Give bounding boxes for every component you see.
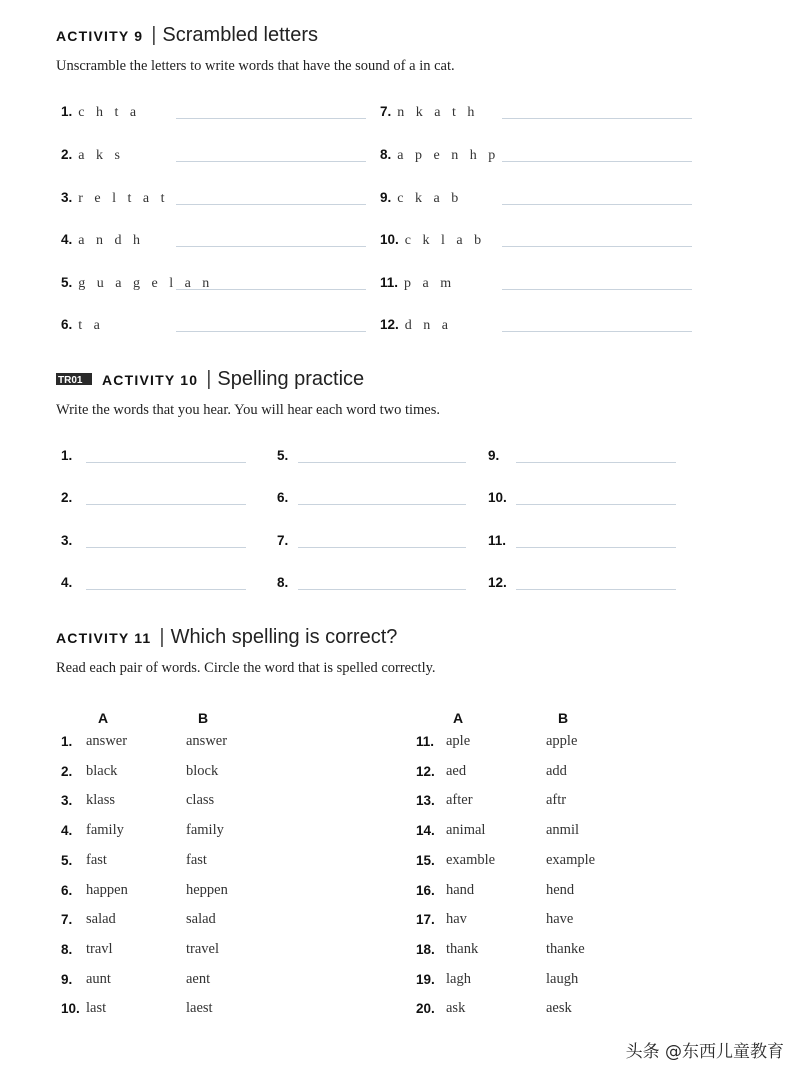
answer-line[interactable] — [176, 118, 366, 119]
word-option-a[interactable]: aunt — [86, 971, 111, 987]
activity-11-instructions: Read each pair of words. Circle the word that is spelled correctly. — [56, 660, 436, 676]
word-option-b[interactable]: heppen — [186, 882, 228, 898]
item-number: 1. — [61, 104, 73, 119]
answer-line[interactable] — [502, 204, 692, 205]
item-number: 9. — [61, 972, 73, 987]
answer-line[interactable] — [516, 547, 676, 548]
answer-line[interactable] — [502, 161, 692, 162]
answer-line[interactable] — [502, 246, 692, 247]
item-number: 9. — [380, 190, 392, 205]
item-number: 8. — [380, 147, 392, 162]
scrambled-letters: t a — [78, 318, 104, 333]
scramble-item — [61, 147, 124, 164]
column-b-header: B — [558, 710, 569, 726]
word-option-b[interactable]: laest — [186, 1000, 213, 1016]
word-option-a[interactable]: klass — [86, 792, 115, 808]
activity-10-heading — [56, 368, 364, 391]
item-number: 4. — [61, 575, 73, 590]
scrambled-letters: r e l t a t — [78, 191, 169, 206]
item-number: 8. — [277, 575, 289, 590]
answer-line[interactable] — [176, 204, 366, 205]
activity-label: ACTIVITY 11 — [56, 630, 152, 646]
word-option-a[interactable]: answer — [86, 733, 128, 749]
scramble-item — [61, 104, 140, 121]
answer-line[interactable] — [86, 589, 246, 590]
item-number: 1. — [61, 448, 73, 463]
answer-line[interactable] — [516, 462, 676, 463]
word-option-a[interactable]: family — [86, 822, 124, 838]
item-number: 2. — [61, 490, 73, 505]
title-separator: | — [151, 24, 157, 46]
item-number: 4. — [61, 232, 73, 247]
activity-9-heading — [56, 24, 318, 47]
answer-line[interactable] — [86, 504, 246, 505]
item-number: 17. — [416, 912, 435, 927]
word-option-b[interactable]: fast — [186, 852, 207, 868]
word-option-b[interactable]: aent — [186, 971, 211, 987]
answer-line[interactable] — [176, 246, 366, 247]
column-a-header: A — [453, 710, 464, 726]
answer-line[interactable] — [298, 462, 466, 463]
item-number: 2. — [61, 147, 73, 162]
item-number: 10. — [380, 232, 399, 247]
item-number: 12. — [488, 575, 507, 590]
item-number: 13. — [416, 793, 435, 808]
answer-line[interactable] — [516, 589, 676, 590]
scramble-item — [61, 232, 144, 249]
item-number: 12. — [380, 317, 399, 332]
answer-line[interactable] — [502, 331, 692, 332]
scrambled-letters: a k s — [78, 148, 124, 163]
word-option-b[interactable]: add — [546, 763, 567, 779]
scrambled-letters: d n a — [404, 318, 452, 333]
scrambled-letters: g u a g e l a n — [78, 276, 214, 291]
word-option-a[interactable]: after — [446, 792, 473, 808]
item-number: 12. — [416, 764, 435, 779]
scramble-item — [380, 317, 452, 334]
item-number: 10. — [61, 1001, 80, 1016]
word-option-a[interactable]: thank — [446, 941, 479, 957]
item-number: 7. — [380, 104, 392, 119]
scrambled-letters: p a m — [404, 276, 456, 291]
word-option-b[interactable]: salad — [186, 911, 216, 927]
item-number: 4. — [61, 823, 73, 838]
item-number: 1. — [61, 734, 73, 749]
word-option-a[interactable]: black — [86, 763, 118, 779]
item-number: 3. — [61, 190, 73, 205]
item-number: 6. — [61, 317, 73, 332]
word-option-a[interactable]: aed — [446, 763, 467, 779]
word-option-a[interactable]: last — [86, 1000, 107, 1016]
item-number: 3. — [61, 533, 73, 548]
word-option-b[interactable]: aesk — [546, 1000, 572, 1016]
item-number: 6. — [61, 883, 73, 898]
activity-11-heading — [56, 626, 397, 649]
scrambled-letters: a n d h — [78, 233, 144, 248]
answer-line[interactable] — [298, 504, 466, 505]
word-option-b[interactable]: travel — [186, 941, 220, 957]
word-option-a[interactable]: lagh — [446, 971, 471, 987]
audio-track-icon — [56, 373, 92, 385]
word-option-a[interactable]: examble — [446, 852, 496, 868]
item-number: 2. — [61, 764, 73, 779]
word-option-b[interactable]: aftr — [546, 792, 567, 808]
word-option-b[interactable]: anmil — [546, 822, 580, 838]
word-option-b[interactable]: laugh — [546, 971, 579, 987]
column-b-header: B — [198, 710, 209, 726]
answer-line[interactable] — [502, 289, 692, 290]
item-number: 18. — [416, 942, 435, 957]
svg-text:TR01: TR01 — [58, 375, 83, 386]
answer-line[interactable] — [176, 289, 366, 290]
scrambled-letters: n k a t h — [397, 105, 479, 120]
answer-line[interactable] — [502, 118, 692, 119]
word-option-b[interactable]: apple — [546, 733, 578, 749]
item-number: 6. — [277, 490, 289, 505]
item-number: 7. — [61, 912, 73, 927]
word-option-a[interactable]: aple — [446, 733, 471, 749]
item-number: 19. — [416, 972, 435, 987]
column-a-header: A — [98, 710, 109, 726]
word-option-a[interactable]: ask — [446, 1000, 466, 1016]
item-number: 5. — [61, 275, 73, 290]
item-number: 10. — [488, 490, 507, 505]
activity-title: Spelling practice — [217, 368, 365, 390]
word-option-b[interactable]: class — [186, 792, 215, 808]
item-number: 9. — [488, 448, 500, 463]
word-option-b[interactable]: have — [546, 911, 574, 927]
scramble-item — [61, 317, 104, 334]
title-separator: | — [206, 368, 212, 390]
scramble-item — [380, 275, 455, 292]
item-number: 14. — [416, 823, 435, 838]
answer-line[interactable] — [86, 547, 246, 548]
word-option-b[interactable]: hend — [546, 882, 575, 898]
scramble-item — [380, 232, 485, 249]
activity-9-instructions: Unscramble the letters to write words that have the sound of a in cat. — [56, 58, 455, 74]
item-number: 11. — [488, 533, 507, 548]
title-separator: | — [159, 626, 165, 648]
word-option-b[interactable]: example — [546, 852, 596, 868]
scramble-item — [380, 190, 462, 207]
activity-10-instructions: Write the words that you hear. You will hear each word two times. — [56, 402, 440, 418]
item-number: 20. — [416, 1001, 435, 1016]
answer-line[interactable] — [86, 462, 246, 463]
scrambled-letters: c k a b — [397, 191, 463, 206]
answer-line[interactable] — [516, 504, 676, 505]
activity-label: ACTIVITY 9 — [56, 28, 144, 44]
answer-line[interactable] — [298, 547, 466, 548]
answer-line[interactable] — [176, 331, 366, 332]
item-number: 11. — [416, 734, 435, 749]
item-number: 16. — [416, 883, 435, 898]
word-option-b[interactable]: family — [186, 822, 224, 838]
word-option-a[interactable]: travl — [86, 941, 113, 957]
word-option-b[interactable]: answer — [186, 733, 228, 749]
activity-label: ACTIVITY 10 — [102, 372, 199, 388]
scramble-item — [380, 104, 478, 121]
answer-line[interactable] — [298, 589, 466, 590]
item-number: 5. — [61, 853, 73, 868]
word-option-b[interactable]: block — [186, 763, 219, 779]
watermark: 头条 @东西儿童教育 — [625, 1042, 784, 1062]
word-option-a[interactable]: fast — [86, 852, 107, 868]
scramble-item — [61, 190, 169, 207]
scrambled-letters: c h t a — [78, 105, 141, 120]
item-number: 15. — [416, 853, 435, 868]
word-option-a[interactable]: animal — [446, 822, 486, 838]
scrambled-letters: a p e n h p — [397, 148, 500, 163]
item-number: 3. — [61, 793, 73, 808]
item-number: 8. — [61, 942, 73, 957]
item-number: 11. — [380, 275, 399, 290]
word-option-b[interactable]: thanke — [546, 941, 585, 957]
word-option-a[interactable]: salad — [86, 911, 116, 927]
activity-title: Which spelling is correct? — [170, 626, 398, 648]
scramble-item — [380, 147, 499, 164]
scrambled-letters: c k l a b — [404, 233, 486, 248]
item-number: 5. — [277, 448, 289, 463]
answer-line[interactable] — [176, 161, 366, 162]
word-option-a[interactable]: hav — [446, 911, 467, 927]
activity-title: Scrambled letters — [162, 24, 319, 46]
item-number: 7. — [277, 533, 289, 548]
word-option-a[interactable]: hand — [446, 882, 475, 898]
word-option-a[interactable]: happen — [86, 882, 128, 898]
